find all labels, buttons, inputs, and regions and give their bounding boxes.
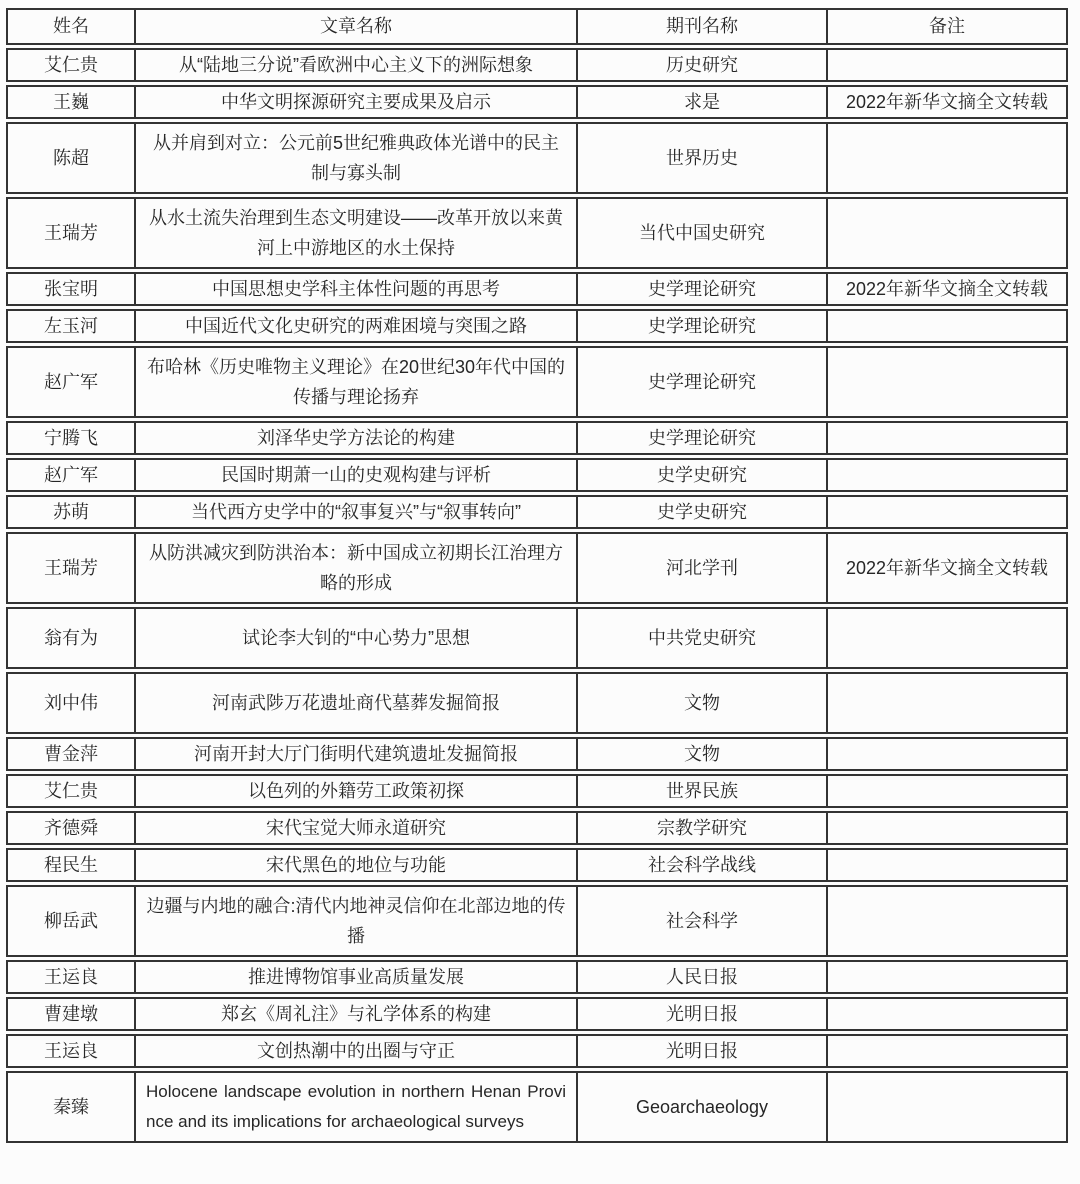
note-cell bbox=[826, 122, 1068, 194]
table-row bbox=[6, 1071, 1068, 1143]
table-row bbox=[6, 885, 1068, 957]
note-cell bbox=[826, 672, 1068, 734]
note-cell bbox=[826, 737, 1068, 771]
article-title-cell: 从防洪减灾到防洪治本：新中国成立初期长江治理方略的形成 bbox=[134, 532, 576, 604]
author-name-cell: 刘中伟 bbox=[6, 672, 134, 734]
note-cell bbox=[826, 458, 1068, 492]
note-cell bbox=[826, 997, 1068, 1031]
journal-name-cell: 当代中国史研究 bbox=[576, 197, 826, 269]
article-title-cell: 刘泽华史学方法论的构建 bbox=[134, 421, 576, 455]
journal-name-cell: 社会科学 bbox=[576, 885, 826, 957]
author-name-cell: 宁腾飞 bbox=[6, 421, 134, 455]
note-cell bbox=[826, 811, 1068, 845]
author-name-cell: 秦臻 bbox=[6, 1071, 134, 1143]
author-name-cell: 王瑞芳 bbox=[6, 197, 134, 269]
author-name-cell: 柳岳武 bbox=[6, 885, 134, 957]
journal-name-cell: 光明日报 bbox=[576, 1034, 826, 1068]
author-name-cell: 王瑞芳 bbox=[6, 532, 134, 604]
journal-name-cell: 史学理论研究 bbox=[576, 346, 826, 418]
table-body bbox=[6, 48, 1068, 1143]
author-name-cell: 左玉河 bbox=[6, 309, 134, 343]
journal-name-cell: 世界历史 bbox=[576, 122, 826, 194]
article-title-cell: 推进博物馆事业高质量发展 bbox=[134, 960, 576, 994]
table-row bbox=[6, 85, 1068, 119]
article-title-cell: 从“陆地三分说”看欧洲中心主义下的洲际想象 bbox=[134, 48, 576, 82]
note-cell bbox=[826, 1034, 1068, 1068]
note-cell bbox=[826, 774, 1068, 808]
table-row bbox=[6, 458, 1068, 492]
author-name-cell: 张宝明 bbox=[6, 272, 134, 306]
author-name-cell: 曹金萍 bbox=[6, 737, 134, 771]
author-name-cell: 赵广军 bbox=[6, 458, 134, 492]
author-name-cell: 艾仁贵 bbox=[6, 774, 134, 808]
author-name-cell: 赵广军 bbox=[6, 346, 134, 418]
author-name-cell: 王运良 bbox=[6, 1034, 134, 1068]
table-row bbox=[6, 309, 1068, 343]
note-cell: 2022年新华文摘全文转载 bbox=[826, 532, 1068, 604]
table-row bbox=[6, 997, 1068, 1031]
article-title-cell: 郑玄《周礼注》与礼学体系的构建 bbox=[134, 997, 576, 1031]
author-name-cell: 程民生 bbox=[6, 848, 134, 882]
table-row bbox=[6, 1034, 1068, 1068]
journal-name-cell: 文物 bbox=[576, 672, 826, 734]
journal-name-cell: 史学理论研究 bbox=[576, 309, 826, 343]
note-cell bbox=[826, 197, 1068, 269]
author-name-cell: 陈超 bbox=[6, 122, 134, 194]
note-cell bbox=[826, 885, 1068, 957]
table-row bbox=[6, 48, 1068, 82]
table-row bbox=[6, 774, 1068, 808]
note-cell bbox=[826, 346, 1068, 418]
journal-name-cell: 中共党史研究 bbox=[576, 607, 826, 669]
table-row bbox=[6, 848, 1068, 882]
author-name-cell: 苏萌 bbox=[6, 495, 134, 529]
article-title-cell: 试论李大钊的“中心势力”思想 bbox=[134, 607, 576, 669]
journal-name-cell: 史学史研究 bbox=[576, 458, 826, 492]
article-title-cell: 中华文明探源研究主要成果及启示 bbox=[134, 85, 576, 119]
journal-name-cell: 历史研究 bbox=[576, 48, 826, 82]
article-title-cell: Holocene landscape evolution in northern Henan Province and its implications for archaeological surveys bbox=[134, 1071, 576, 1143]
article-title-cell: 布哈林《历史唯物主义理论》在20世纪30年代中国的传播与理论扬弃 bbox=[134, 346, 576, 418]
article-title-cell: 中国近代文化史研究的两难困境与突围之路 bbox=[134, 309, 576, 343]
journal-name-cell: 宗教学研究 bbox=[576, 811, 826, 845]
table-row bbox=[6, 672, 1068, 734]
table-row bbox=[6, 811, 1068, 845]
article-title-cell: 边疆与内地的融合:清代内地神灵信仰在北部边地的传播 bbox=[134, 885, 576, 957]
note-cell bbox=[826, 1071, 1068, 1143]
journal-name-cell: Geoarchaeology bbox=[576, 1071, 826, 1143]
note-cell bbox=[826, 309, 1068, 343]
table-row bbox=[6, 197, 1068, 269]
article-title-cell: 中国思想史学科主体性问题的再思考 bbox=[134, 272, 576, 306]
journal-name-cell: 河北学刊 bbox=[576, 532, 826, 604]
article-title-cell: 宋代黑色的地位与功能 bbox=[134, 848, 576, 882]
journal-name-cell: 史学理论研究 bbox=[576, 421, 826, 455]
table-row bbox=[6, 960, 1068, 994]
note-cell bbox=[826, 48, 1068, 82]
table-row bbox=[6, 346, 1068, 418]
header-note: 备注 bbox=[826, 8, 1068, 45]
table-row bbox=[6, 495, 1068, 529]
author-name-cell: 曹建墩 bbox=[6, 997, 134, 1031]
article-title-cell: 河南武陟万花遗址商代墓葬发掘简报 bbox=[134, 672, 576, 734]
header-article-title: 文章名称 bbox=[134, 8, 576, 45]
header-name: 姓名 bbox=[6, 8, 134, 45]
publications-table bbox=[6, 5, 1068, 1146]
journal-name-cell: 史学史研究 bbox=[576, 495, 826, 529]
article-title-cell: 文创热潮中的出圈与守正 bbox=[134, 1034, 576, 1068]
article-title-cell: 以色列的外籍劳工政策初探 bbox=[134, 774, 576, 808]
article-title-cell: 宋代宝觉大师永道研究 bbox=[134, 811, 576, 845]
journal-name-cell: 求是 bbox=[576, 85, 826, 119]
author-name-cell: 艾仁贵 bbox=[6, 48, 134, 82]
article-title-cell: 当代西方史学中的“叙事复兴”与“叙事转向” bbox=[134, 495, 576, 529]
note-cell: 2022年新华文摘全文转载 bbox=[826, 272, 1068, 306]
article-title-cell: 从水土流失治理到生态文明建设——改革开放以来黄河上中游地区的水土保持 bbox=[134, 197, 576, 269]
journal-name-cell: 社会科学战线 bbox=[576, 848, 826, 882]
header-journal-name: 期刊名称 bbox=[576, 8, 826, 45]
note-cell: 2022年新华文摘全文转载 bbox=[826, 85, 1068, 119]
author-name-cell: 翁有为 bbox=[6, 607, 134, 669]
note-cell bbox=[826, 421, 1068, 455]
table-row bbox=[6, 122, 1068, 194]
article-title-cell: 河南开封大厅门街明代建筑遗址发掘简报 bbox=[134, 737, 576, 771]
note-cell bbox=[826, 495, 1068, 529]
note-cell bbox=[826, 960, 1068, 994]
journal-name-cell: 人民日报 bbox=[576, 960, 826, 994]
note-cell bbox=[826, 607, 1068, 669]
author-name-cell: 王运良 bbox=[6, 960, 134, 994]
journal-name-cell: 文物 bbox=[576, 737, 826, 771]
table-row bbox=[6, 737, 1068, 771]
table-row bbox=[6, 421, 1068, 455]
article-title-cell: 从并肩到对立：公元前5世纪雅典政体光谱中的民主制与寡头制 bbox=[134, 122, 576, 194]
journal-name-cell: 史学理论研究 bbox=[576, 272, 826, 306]
header-row bbox=[6, 8, 1068, 45]
journal-name-cell: 光明日报 bbox=[576, 997, 826, 1031]
journal-name-cell: 世界民族 bbox=[576, 774, 826, 808]
note-cell bbox=[826, 848, 1068, 882]
author-name-cell: 齐德舜 bbox=[6, 811, 134, 845]
article-title-cell: 民国时期萧一山的史观构建与评析 bbox=[134, 458, 576, 492]
table-row bbox=[6, 607, 1068, 669]
table-row bbox=[6, 272, 1068, 306]
table-row bbox=[6, 532, 1068, 604]
author-name-cell: 王巍 bbox=[6, 85, 134, 119]
